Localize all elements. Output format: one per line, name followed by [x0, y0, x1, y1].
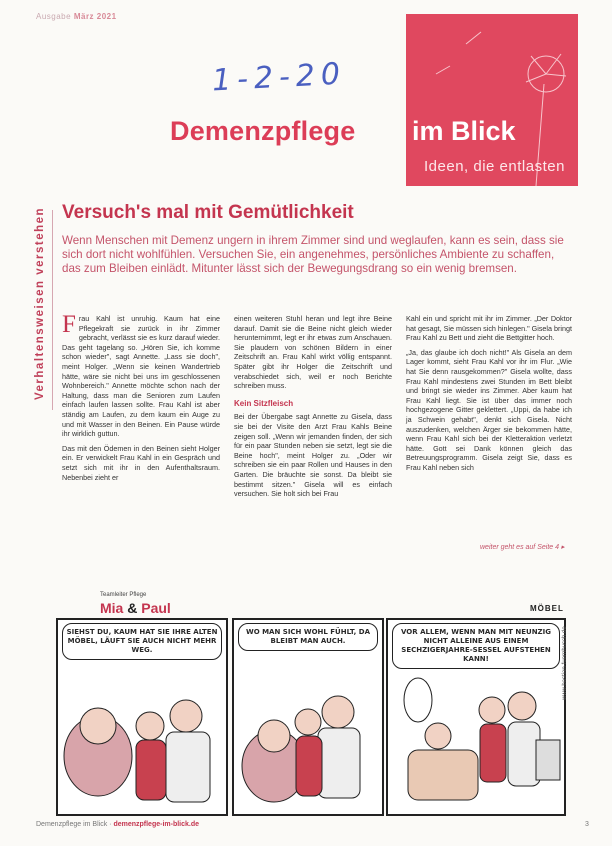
comic-panel-1 [56, 618, 228, 816]
article-column-1 [62, 311, 220, 482]
footer: Demenzpflege im Blick · demenzpflege-im-blick.de [36, 821, 200, 828]
speech-bubble: SIEHST DU, KAUM HAT SIE IHRE ALTEN MÖBEL, LÄUFT SIE AUCH NICHT MEHR WEG. [62, 623, 222, 660]
continued-note: weiter geht es auf Seite 4 ▸ [480, 544, 565, 551]
speech-bubble: VOR ALLEM, WENN MAN MIT NEUNZIG NICHT ALLEINE AUS EINEM SECHZIGERJAHRE-SESSEL AUFSTEHEN KANN! [392, 623, 560, 669]
page-number: 3 [585, 821, 589, 828]
masthead-title: Demenzpflege [170, 116, 356, 146]
speech-bubble: WO MAN SICH WOHL FÜHLT, DA BLEIBT MAN AUCH. [238, 623, 378, 651]
article-headline: Versuch's mal mit Gemütlichkeit [62, 202, 354, 223]
article-column-2 [234, 314, 392, 499]
section-label [30, 206, 50, 404]
paragraph: Bei der Übergabe sagt Annette zu Gisela, dass sie bei der Visite den Arzt Frau Kahls Beine zeigen soll. „Wenn wir jemanden finden, der sich für ein paar Stunden neben sie setzt, legt sie die Beine hoch", meint Holger zu. „Oder wir schreiben sie ein paar Rollen und Hauses in den Garten. Die bräuchte sie sonst. Da bleibt sie bestimmt sitzen." Gisela will es einfach versuchen. Sie holt sich bei Frau [234, 412, 392, 499]
section-label-text: Verhaltensweisen verstehen [34, 206, 46, 400]
issue-date: Ausgabe März 2021 [36, 12, 117, 21]
handwritten-note: 1-2-20 [211, 56, 347, 99]
comic-panel-2 [232, 618, 384, 816]
paragraph: rau Kahl ist unruhig. Kaum hat eine Pflegekraft sie zurück in ihr Zimmer gebracht, verlässt sie es kurz darauf wieder. Das geht tagelang so. „Hören Sie, ich komme schon wieder", sagt Annette. „Lass sie doch", meint Holger. „Wenn sie keinen Wandertrieb hätte, wäre sie nicht bei uns im geschlossenen Wohnbereich." Annette möchte schon nach der Haltung, dass man die Senioren zum Laufen einfach laufen lassen sollte. Frau Kahl ist aber ständig am Laufen, zu dem kaum ein Auge zu und mit Wasser in den Beinen. Ein Pause würde ihr wirklich guttun. [62, 314, 220, 439]
masthead-tagline: Ideen, die entlasten [424, 158, 565, 175]
comic-panel-3 [386, 618, 566, 816]
comic-category: MÖBEL [530, 604, 564, 613]
article-lead: Wenn Menschen mit Demenz ungern in ihrem Zimmer sind und weglaufen, kann es sein, dass sie sich dort nicht wohlfühlen. Versuchen Sie, ein angenehmes, persönliches Ambiente zu schaffen, das zum Bleiben einlädt. Mitunter lässt sich der Bewegungsdrang so ein wenig bremsen. [62, 234, 564, 275]
comic-logo-subtitle: Teamleiter Pflege [100, 592, 147, 598]
paragraph: einen weiteren Stuhl heran und legt ihre Beine darauf. Damit sie die Beine nicht gleich wieder herunternimmt, legt er ihr etwas zum Anschauen. Sie plaudern von schönen Bildern in einer Zeitschrift an. Frau Kahl wirkt völlig entspannt. Später gibt ihr Holger die Zeitschrift und verabschiedet sich, weil er noch Berichte schreiben muss. [234, 314, 392, 391]
comic-logo: Mia & Paul [100, 600, 171, 616]
paragraph: „Ja, das glaube ich doch nicht!" Als Gisela an dem Lager kommt, sieht Frau Kahl vor ihr im Flur. „Wie hat Sie denn rausgekommen?" Gisela wollte, dass Frau Kahl mindestens zwei Stunden im Bett bleibt und bringt sie wieder ins Zimmer. Aber kaum hat Frau Kahl liegt. Sie ist über das immer noch hochgezogene Gitter geklettert. „Uppi, da habe ich ja Schwein gehabt", denkt sich Gisela. Nicht auszudenken, welchen Ärger sie bekommen hätte, wenn Frau Kahl sich bei der Kletteraktion verletzt hätte. Gott sei Dank können gleich das Betreuungsprogramm. Gisela zeigt Sie, dass es Frau Kahl neben sich [406, 347, 572, 472]
comic-figures-illustration [234, 656, 382, 816]
article-column-3 [406, 314, 572, 473]
comic-figures-illustration [58, 666, 226, 816]
drop-cap: F [62, 311, 76, 338]
comic-room-illustration [388, 670, 564, 816]
masthead-title-highlight: im Blick [412, 116, 516, 146]
paragraph: Kahl ein und spricht mit ihr im Zimmer. „Der Doktor hat gesagt, Sie müssen sich hinlegen." Gisela bringt Frau Kahl zu Bett und zieht die Bettgitter hoch. [406, 314, 572, 343]
paragraph: Das mit den Ödemen in den Beinen sieht Holger ein. Er verwickelt Frau Kahl in ein Gespräch und setzt sich mit ihr in den Aufenthaltsraum. Nebenbei zieht er [62, 443, 220, 482]
article-subhead: Kein Sitzfleisch [234, 398, 294, 408]
divider [52, 210, 53, 410]
comic-credit: www.bastian-fuernhusch.de [562, 626, 568, 700]
